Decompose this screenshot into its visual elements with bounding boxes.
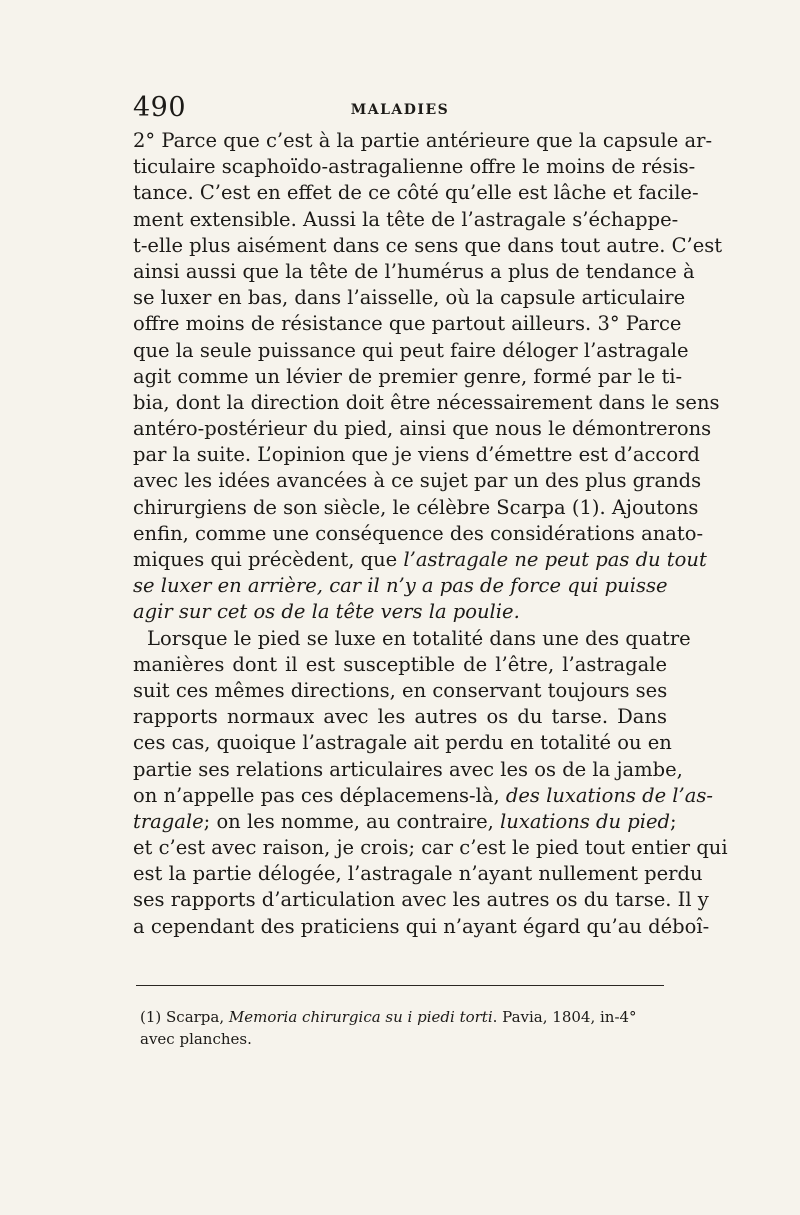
italic-phrase: agir sur cet os de la tête vers la poulie.	[133, 600, 520, 624]
text-line: manières dont il est susceptible de l’être, l’astragale	[133, 652, 667, 676]
text-line: t-elle plus aisément dans ce sens que dans tout autre. C’est	[133, 233, 723, 257]
page-header	[133, 92, 667, 132]
text-line: antéro-postérieur du pied, ainsi que nous le démontrerons	[133, 417, 712, 441]
text-line: ses rapports d’articulation avec les autres os du tarse. Il y	[133, 888, 709, 912]
text-line: ces cas, quoique l’astragale ait perdu en totalité ou en	[133, 731, 672, 755]
text-line: avec les idées avancées à ce sujet par un des plus grands	[133, 469, 702, 493]
italic-phrase: des luxations de l’as-	[505, 783, 713, 807]
footnote	[140, 1006, 668, 1050]
text-line: on n’appelle pas ces déplacemens-là, des luxations de l’as-	[133, 783, 713, 807]
text-line: 2° Parce que c’est à la partie antérieure que la capsule ar-	[133, 129, 713, 152]
italic-phrase: tragale	[133, 809, 204, 833]
footnote-title: Memoria chirurgica su i piedi torti	[228, 1008, 493, 1026]
text-line: ticulaire scaphoïdo-astragalienne offre le moins de résis-	[133, 155, 696, 179]
text-line	[133, 599, 667, 625]
italic-phrase: luxations du pied	[500, 809, 671, 833]
text-line: que la seule puissance qui peut faire déloger l’astragale	[133, 338, 689, 362]
text-line: partie ses relations articulaires avec les os de la jambe,	[133, 757, 683, 781]
body-text	[133, 128, 728, 940]
running-head: MALADIES	[350, 102, 450, 118]
text-line: enfin, comme une conséquence des considérations anato-	[133, 521, 704, 545]
text-line: a cependant des praticiens qui n’ayant égard qu’au déboî-	[133, 914, 710, 938]
text-line: par la suite. L’opinion que je viens d’émettre est d’accord	[133, 443, 700, 467]
page-number: 490	[133, 92, 187, 123]
paragraph-start: Lorsque le pied se luxe en totalité dans une des quatre	[147, 626, 691, 650]
text-line: chirurgiens de son siècle, le célèbre Scarpa (1). Ajoutons	[133, 495, 699, 519]
text-line: tance. C’est en effet de ce côté qu’elle est lâche et facile-	[133, 181, 699, 205]
text-line: suit ces mêmes directions, en conservant toujours ses	[133, 678, 668, 702]
footnote-line: (1) Scarpa, Memoria chirurgica su i piedi torti. Pavia, 1804, in-4°	[140, 1008, 637, 1026]
footnote-line: avec planches.	[140, 1030, 252, 1048]
text-line: et c’est avec raison, je crois; car c’est le pied tout entier qui	[133, 836, 728, 860]
text-line: rapports normaux avec les autres os du tarse. Dans	[133, 705, 667, 729]
text-line: agit comme un lévier de premier genre, formé par le ti-	[133, 364, 683, 388]
text-line: miques qui précèdent, que l’astragale ne peut pas du tout	[133, 548, 707, 571]
italic-phrase: l’astragale ne peut pas du tout	[403, 548, 707, 571]
text-line	[133, 573, 667, 599]
text-line: ment extensible. Aussi la tête de l’astragale s’échappe-	[133, 207, 679, 231]
italic-phrase: se luxer en arrière, car il n’y a pas de force qui puisse	[133, 574, 668, 598]
text-line: se luxer en bas, dans l’aisselle, où la capsule articulaire	[133, 286, 686, 310]
text-line: ainsi aussi que la tête de l’humérus a plus de tendance à	[133, 259, 695, 283]
text-line: est la partie délogée, l’astragale n’ayant nullement perdu	[133, 862, 703, 886]
text-line: bia, dont la direction doit être nécessairement dans le sens	[133, 390, 720, 414]
text-line: offre moins de résistance que partout ailleurs. 3° Parce	[133, 312, 682, 336]
text-line: tragale; on les nomme, au contraire, luxations du pied;	[133, 809, 677, 833]
footnote-rule	[136, 985, 664, 986]
